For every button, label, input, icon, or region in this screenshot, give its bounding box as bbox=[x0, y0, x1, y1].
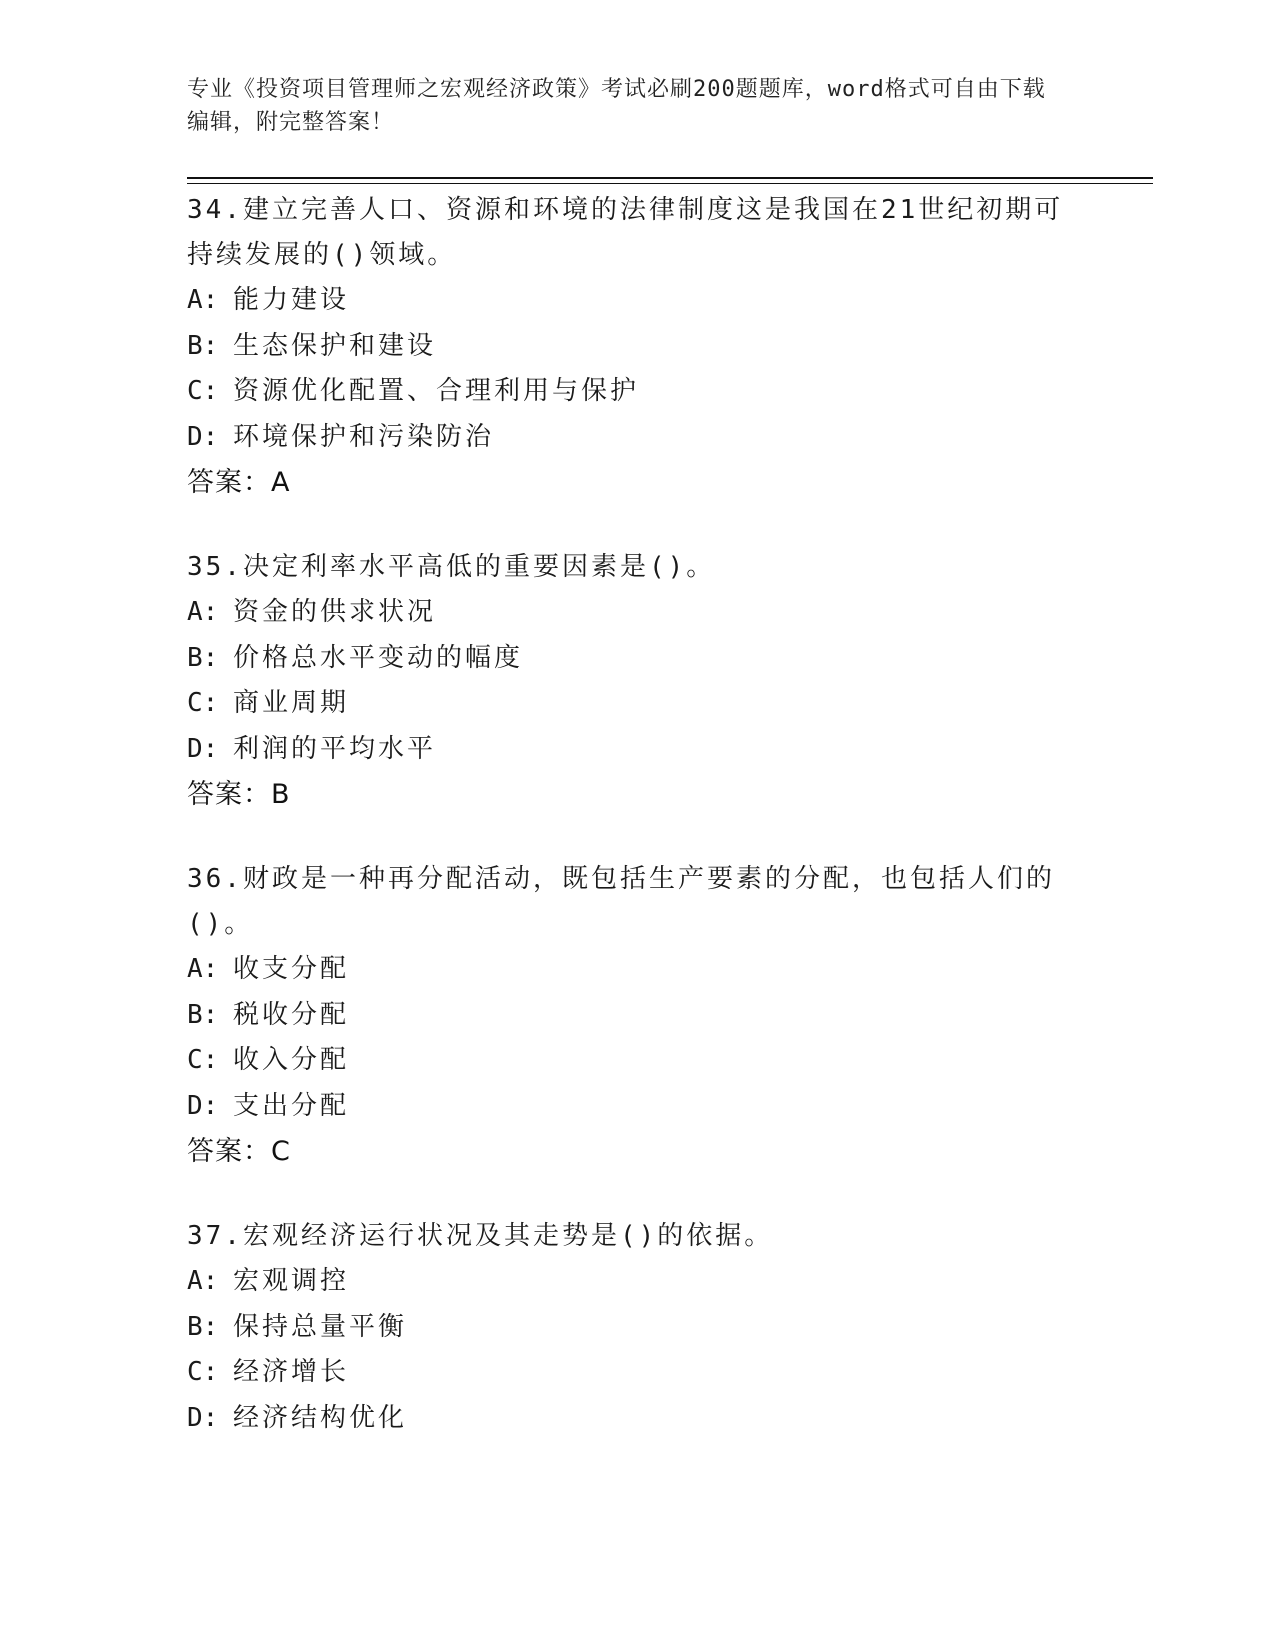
option-c bbox=[187, 1350, 1067, 1396]
option-letter: C: bbox=[187, 688, 219, 718]
option-a bbox=[187, 1259, 1067, 1305]
option-letter: D: bbox=[187, 1090, 219, 1121]
option-letter: A: bbox=[187, 285, 219, 315]
question-text: 37.宏观经济运行状况及其走势是()的依据。 bbox=[187, 1221, 774, 1251]
option-text: 利润的平均水平 bbox=[233, 733, 437, 764]
option-d bbox=[187, 1084, 1067, 1130]
document-header: 专业《投资项目管理师之宏观经济政策》考试必刷200题题库，word格式可自由下载编辑，附完整答案！ bbox=[187, 77, 1046, 135]
option-a bbox=[187, 590, 1067, 636]
header-divider-thin bbox=[187, 183, 1153, 184]
answer-line: 答案：A bbox=[187, 467, 291, 498]
question-35 bbox=[187, 545, 1067, 817]
option-b bbox=[187, 993, 1067, 1039]
option-letter: D: bbox=[187, 733, 219, 764]
option-text: 收支分配 bbox=[233, 954, 350, 984]
option-letter: C: bbox=[187, 1357, 219, 1387]
option-letter: A: bbox=[187, 954, 219, 984]
option-letter: B: bbox=[187, 1311, 219, 1342]
option-letter: D: bbox=[187, 1402, 219, 1433]
option-letter: B: bbox=[187, 330, 219, 361]
header-divider-thick bbox=[187, 177, 1153, 179]
question-text: 35.决定利率水平高低的重要因素是()。 bbox=[187, 552, 716, 582]
option-d bbox=[187, 1396, 1067, 1442]
option-c bbox=[187, 369, 1067, 415]
option-letter: B: bbox=[187, 999, 219, 1030]
option-a bbox=[187, 947, 1067, 993]
option-letter: D: bbox=[187, 421, 219, 452]
option-d bbox=[187, 727, 1067, 773]
option-a bbox=[187, 278, 1067, 324]
option-c bbox=[187, 1038, 1067, 1084]
option-c bbox=[187, 681, 1067, 727]
option-text: 能力建设 bbox=[233, 285, 350, 315]
option-text: 税收分配 bbox=[233, 999, 350, 1030]
option-b bbox=[187, 1305, 1067, 1351]
option-text: 环境保护和污染防治 bbox=[233, 421, 495, 452]
answer-line: 答案：B bbox=[187, 779, 291, 810]
question-36 bbox=[187, 857, 1067, 1174]
option-text: 宏观调控 bbox=[233, 1266, 350, 1296]
option-letter: C: bbox=[187, 376, 219, 406]
option-text: 支出分配 bbox=[233, 1090, 350, 1121]
option-b bbox=[187, 636, 1067, 682]
option-letter: A: bbox=[187, 597, 219, 627]
option-text: 价格总水平变动的幅度 bbox=[233, 642, 524, 673]
option-b bbox=[187, 324, 1067, 370]
option-d bbox=[187, 415, 1067, 461]
option-text: 商业周期 bbox=[233, 688, 350, 718]
option-letter: A: bbox=[187, 1266, 219, 1296]
option-text: 经济结构优化 bbox=[233, 1402, 408, 1433]
question-text: 34.建立完善人口、资源和环境的法律制度这是我国在21世纪初期可持续发展的()领域。 bbox=[187, 195, 1064, 270]
option-text: 资金的供求状况 bbox=[233, 597, 437, 627]
question-list bbox=[187, 188, 1067, 1481]
question-text: 36.财政是一种再分配活动，既包括生产要素的分配，也包括人们的()。 bbox=[187, 864, 1055, 939]
option-letter: C: bbox=[187, 1045, 219, 1075]
answer-line: 答案：C bbox=[187, 1136, 291, 1167]
option-text: 经济增长 bbox=[233, 1357, 350, 1387]
option-text: 资源优化配置、合理利用与保护 bbox=[233, 376, 640, 406]
option-text: 保持总量平衡 bbox=[233, 1311, 408, 1342]
option-letter: B: bbox=[187, 642, 219, 673]
option-text: 收入分配 bbox=[233, 1045, 350, 1075]
option-text: 生态保护和建设 bbox=[233, 330, 437, 361]
question-34 bbox=[187, 188, 1067, 505]
question-37 bbox=[187, 1214, 1067, 1441]
